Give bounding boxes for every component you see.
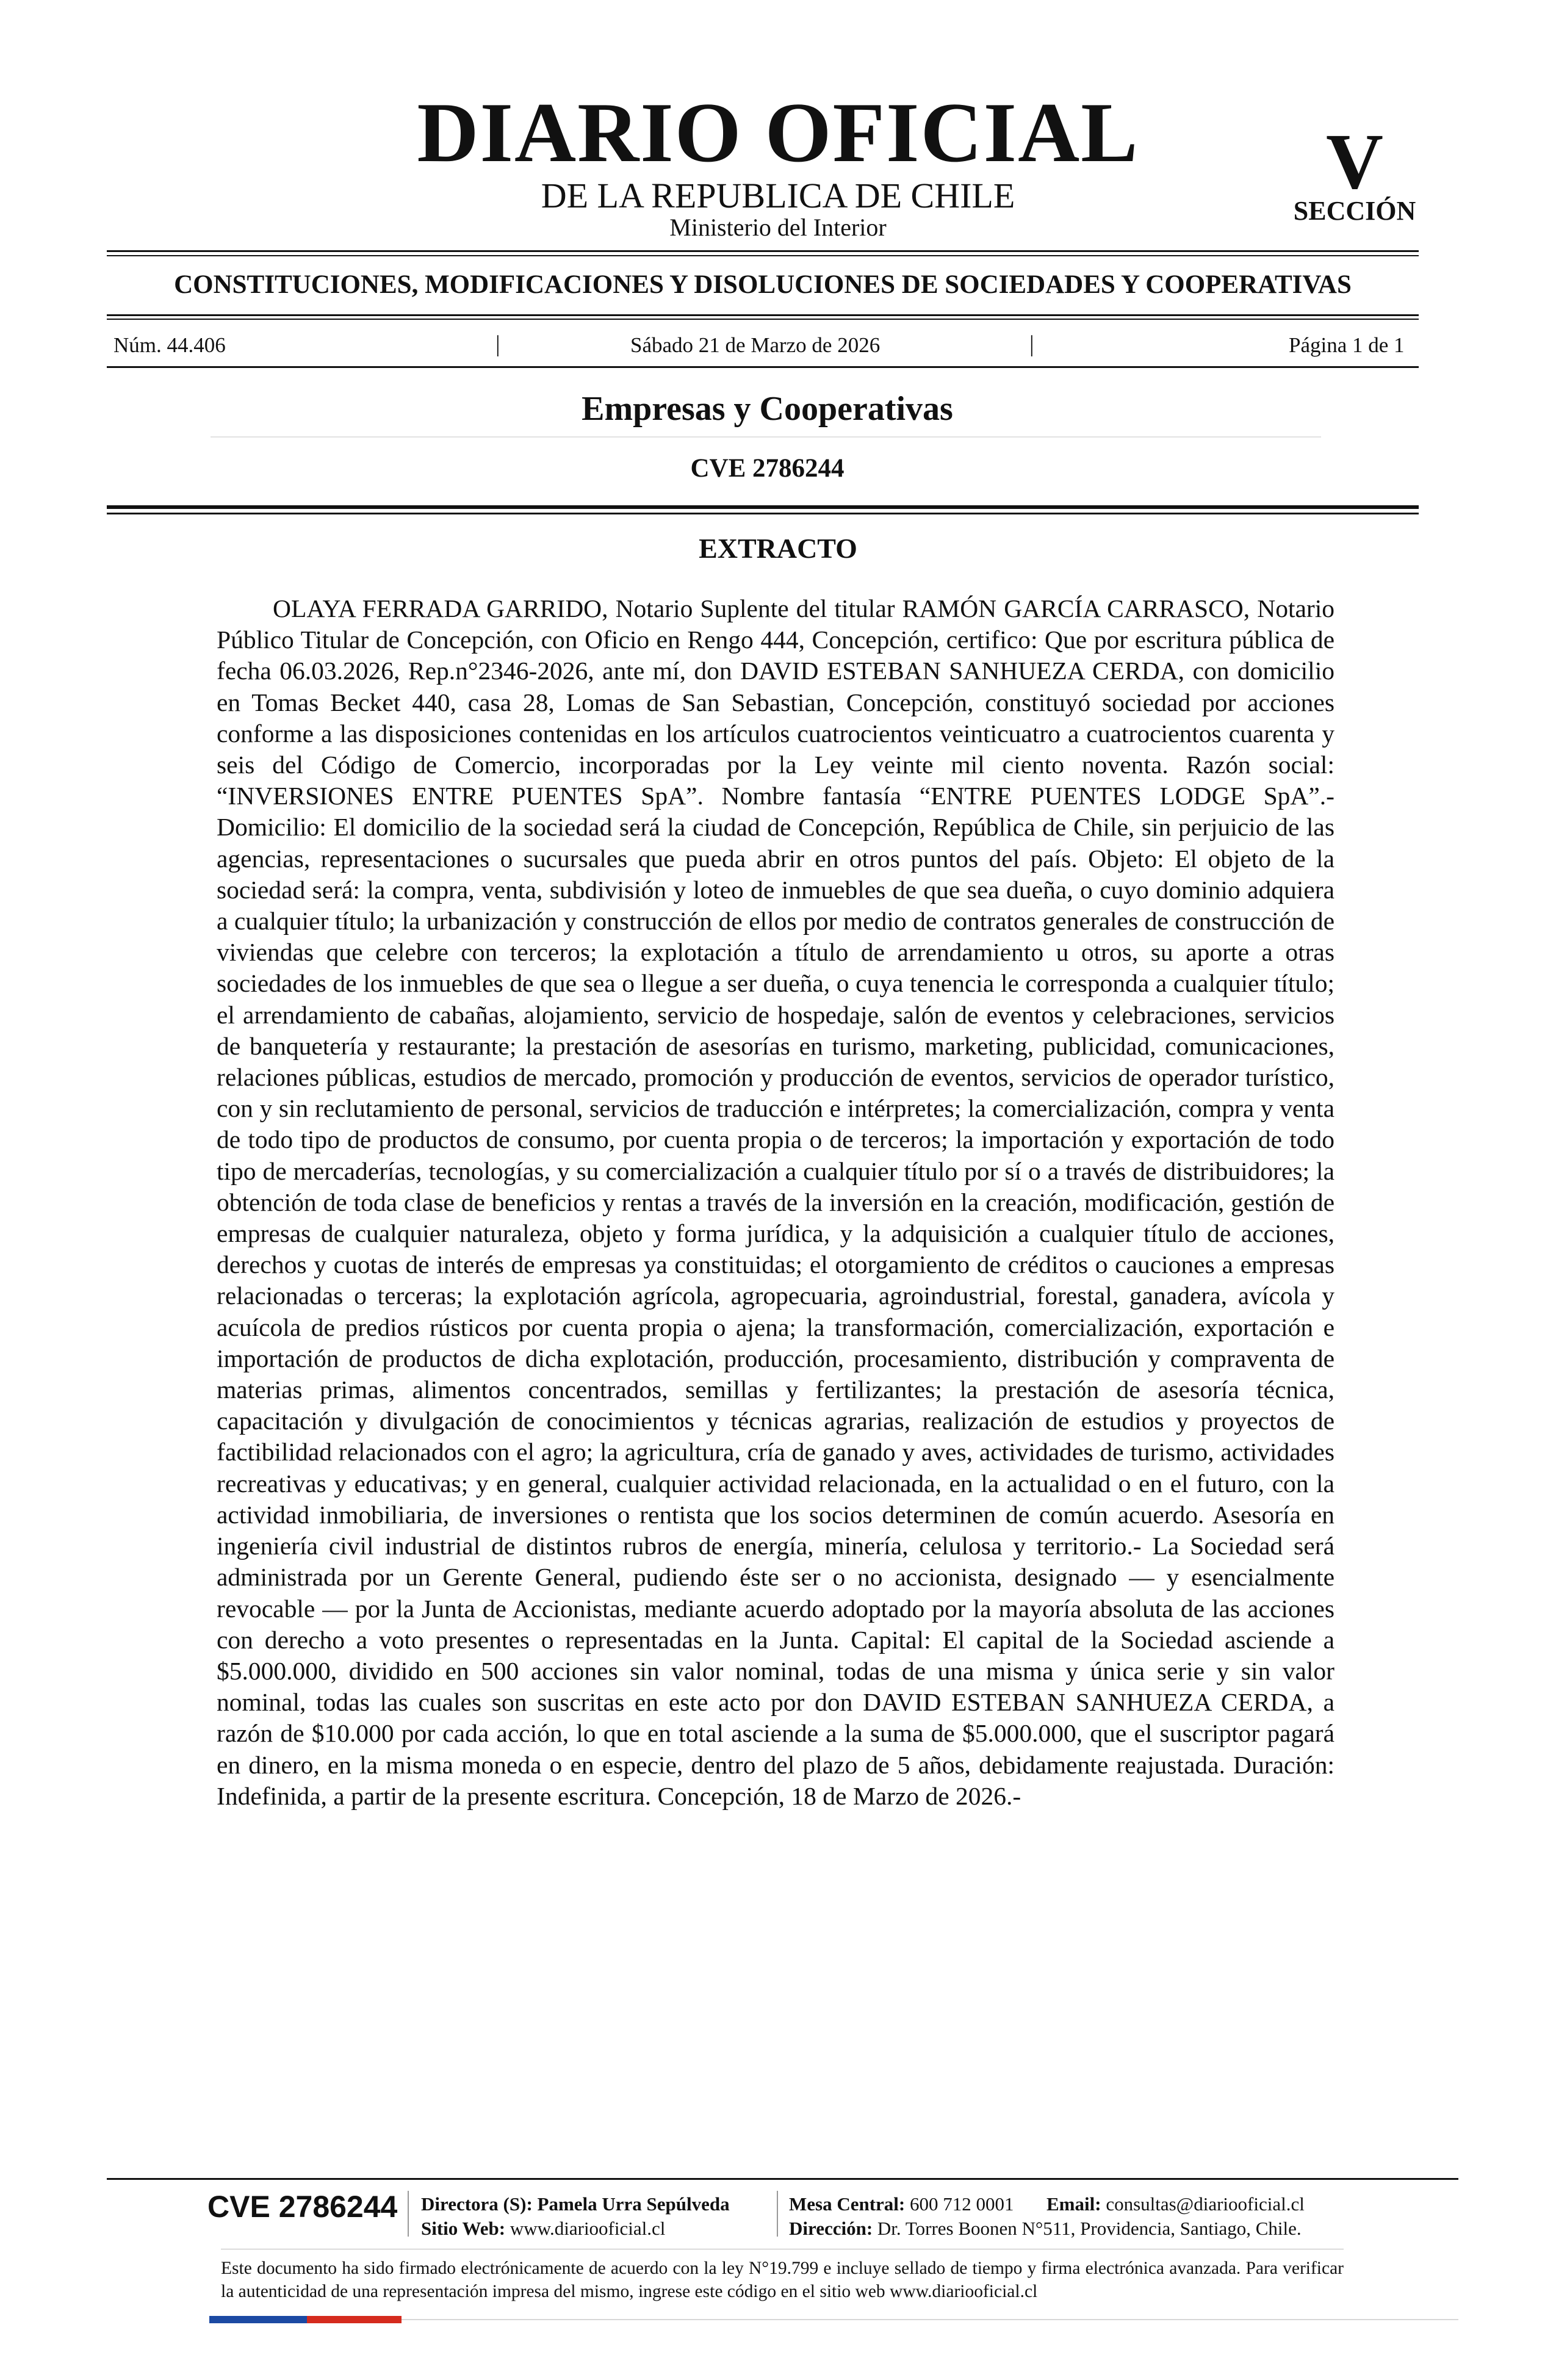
director-name: Pamela Urra Sepúlveda — [537, 2193, 730, 2215]
issue-date: Sábado 21 de Marzo de 2026 — [630, 333, 881, 357]
footer-address — [789, 2219, 1302, 2238]
flag-red-segment — [307, 2316, 402, 2323]
banner-rule-top — [107, 314, 1419, 316]
banner-rule-bottom — [107, 319, 1419, 320]
document-heading: EXTRACTO — [699, 533, 857, 564]
website-link[interactable]: www.diariooficial.cl — [510, 2218, 666, 2239]
footer-verification-note: Este documento ha sido firmado electrónicamente de acuerdo con la ley N°19.799 e incluye sellado de tiempo y firma electrónica avanzada. Para verificar la autenticidad de una representación impresa del mismo, ingrese este código en el sitio web www.diariooficial.cl — [221, 2259, 1344, 2301]
email-label: Email: — [1046, 2193, 1101, 2215]
header-rule-thin — [107, 513, 1419, 514]
footer-director — [421, 2194, 730, 2213]
section-letter: V — [1326, 118, 1383, 206]
issue-separator: | — [1029, 331, 1034, 357]
flag-blue-segment — [209, 2316, 307, 2323]
phone-value: 600 712 0001 — [910, 2193, 1014, 2215]
masthead-rule-bottom — [107, 255, 1419, 256]
website-label: Sitio Web: — [421, 2218, 506, 2239]
footer-divider — [777, 2191, 778, 2237]
issue-separator: | — [495, 331, 500, 357]
director-label: Directora (S): — [421, 2193, 533, 2215]
footer-website — [421, 2219, 665, 2238]
masthead-subtitle: DE LA REPUBLICA DE CHILE — [541, 176, 1015, 215]
phone-label: Mesa Central: — [789, 2193, 906, 2215]
footer-cve-code: CVE 2786244 — [207, 2190, 398, 2224]
email-link[interactable]: consultas@diariooficial.cl — [1106, 2193, 1305, 2215]
address-label: Dirección: — [789, 2218, 873, 2239]
cve-code: CVE 2786244 — [690, 454, 845, 483]
section-label: SECCIÓN — [1293, 196, 1416, 226]
category-divider — [211, 436, 1321, 438]
category-title: Empresas y Cooperativas — [582, 390, 953, 428]
footer-rule — [107, 2178, 1458, 2180]
footer-contact — [789, 2194, 1305, 2213]
section-banner: CONSTITUCIONES, MODIFICACIONES Y DISOLUCIONES DE SOCIEDADES Y COOPERATIVAS — [174, 270, 1352, 299]
footer-bottom-rule — [402, 2319, 1458, 2320]
address-value: Dr. Torres Boonen N°511, Providencia, Santiago, Chile. — [877, 2218, 1302, 2239]
issue-number: Núm. 44.406 — [113, 333, 226, 357]
masthead-title: DIARIO OFICIAL — [417, 85, 1139, 180]
masthead-rule-top — [107, 250, 1419, 252]
chile-flag-stripe — [209, 2316, 402, 2323]
header-rule-thick — [107, 505, 1419, 509]
footer-divider — [408, 2191, 409, 2237]
masthead-ministry: Ministerio del Interior — [669, 214, 887, 241]
issue-page: Página 1 de 1 — [1289, 333, 1405, 357]
issue-rule — [107, 366, 1419, 368]
document-body: OLAYA FERRADA GARRIDO, Notario Suplente del titular RAMÓN GARCÍA CARRASCO, Notario Público Titular de Concepción, con Oficio en Rengo 444, Concepción, certifico: Que por escritura pública de fecha 06.03.2026, Rep.n°2346-2026, ante mí, don DAVID ESTEBAN SANHUEZA CERDA, con domicilio en Tomas Becket 440, casa 28, Lomas de San Sebastian, Concepción, constituyó sociedad por acciones conforme a las disposiciones contenidas en los artículos cuatrocientos veinticuatro a cuatrocientos cuarenta y seis del Código de Comercio, incorporadas por la Ley veinte mil ciento noventa. Razón social: “INVERSIONES ENTRE PUENTES SpA”. Nombre fantasía “ENTRE PUENTES LODGE SpA”.- Domicilio: El domicilio de la sociedad será la ciudad de Concepción, República de Chile, sin perjuicio de las agencias, representaciones o sucursales que pueda abrir en otros puntos del país. Objeto: El objeto de la sociedad será: la compra, venta, subdivisión y loteo de inmuebles de que sea dueña, o cuyo dominio adquiera a cualquier título; la urbanización y construcción de ellos por medio de contratos generales de construcción de viviendas que celebre con terceros; la explotación a título de arrendamiento u otros, su aporte a otras sociedades de los inmuebles de que sea o llegue a ser dueña, o cuya tenencia le corresponda a cualquier título; el arrendamiento de cabañas, alojamiento, servicio de hospedaje, salón de eventos y celebraciones, servicios de banquetería y restaurante; la prestación de asesorías en turismo, marketing, publicidad, comunicaciones, relaciones públicas, estudios de mercado, promoción y producción de eventos, servicios de operador turístico, con y sin reclutamiento de personal, servicios de traducción e intérpretes; la comercialización, compra y venta de todo tipo de productos de consumo, por cuenta propia o de terceros; la importación y exportación de todo tipo de mercaderías, tecnologías, y su comercialización a cualquier título por sí o a través de distribuidores; la obtención de toda clase de beneficios y rentas a través de la inversión en la creación, modificación, gestión de empresas de cualquier naturaleza, objeto y forma jurídica, y la adquisición a cualquier título de acciones, derechos y cuotas de interés de empresas ya constituidas; el otorgamiento de créditos o cauciones a empresas relacionadas o terceras; la explotación agrícola, agropecuaria, agroindustrial, forestal, ganadera, avícola y acuícola de predios rústicos por cuenta propia o ajena; la transformación, comercialización, exportación e importación de productos de dicha explotación, producción, procesamiento, distribución y compraventa de materias primas, alimentos concentrados, semillas y fertilizantes; la prestación de asesoría técnica, capacitación y divulgación de conocimientos y técnicas agrarias, realización de estudios y proyectos de factibilidad relacionados con el agro; la agricultura, cría de ganado y aves, actividades de turismo, actividades recreativas y educativas; y en general, cualquier actividad relacionada, en la actualidad o en el futuro, con la actividad inmobiliaria, de inversiones o rentista que los socios determinen de común acuerdo. Asesoría en ingeniería civil industrial de distintos rubros de energía, minería, celulosa y territorio.- La Sociedad será administrada por un Gerente General, pudiendo éste ser o no accionista, designado — y esencialmente revocable — por la Junta de Accionistas, mediante acuerdo adoptado por la mayoría absoluta de las acciones con derecho a voto presentes o representadas en la Junta. Capital: El capital de la Sociedad asciende a $5.000.000, dividido en 500 acciones sin valor nominal, todas de una misma y única serie y sin valor nominal, todas las cuales son suscritas en este acto por don DAVID ESTEBAN SANHUEZA CERDA, a razón de $10.000 por cada acción, lo que en total asciende a la suma de $5.000.000, que el suscriptor pagará en dinero, en la misma moneda o en especie, dentro del plazo de 5 años, debidamente reajustada. Duración: Indefinida, a partir de la presente escritura. Concepción, 18 de Marzo de 2026.- — [217, 594, 1334, 1810]
